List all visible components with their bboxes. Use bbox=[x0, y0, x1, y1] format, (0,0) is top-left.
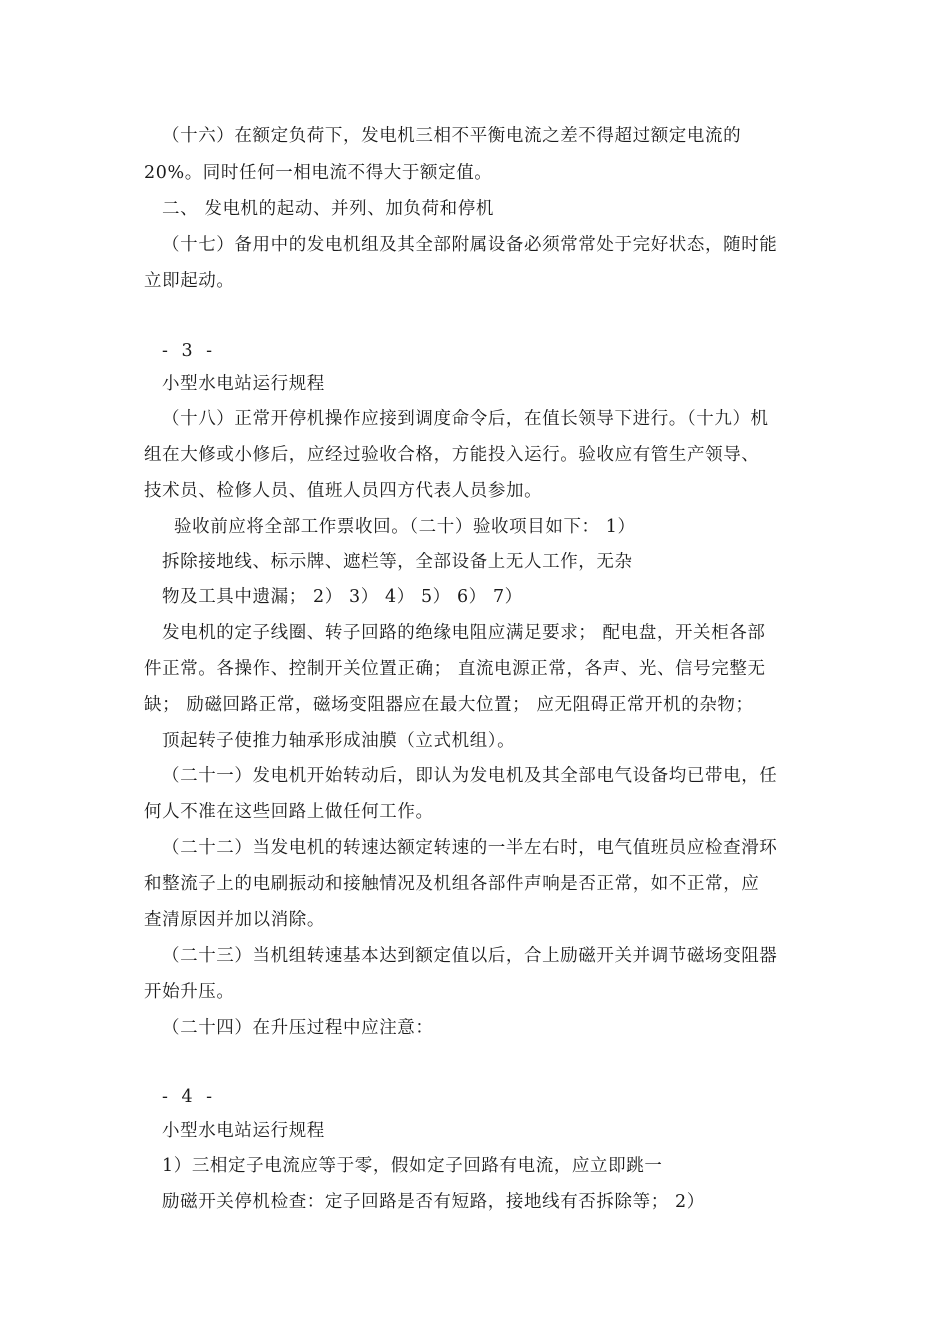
paragraph-20-item-1-line-2: 物及工具中遗漏； 2） 3） 4） 5） 6） 7） bbox=[162, 587, 523, 607]
paragraph-19-line-2: 组在大修或小修后，应经过验收合格，方能投入运行。验收应有管生产领导、 bbox=[144, 445, 760, 465]
paragraph-24-item-1-line-1: 1）三相定子电流应等于零，假如定子回路有电流，应立即跳一 bbox=[162, 1156, 663, 1176]
paragraph-18-line-1: （十八）正常开停机操作应接到调度命令后，在值长领导下进行。（十九）机 bbox=[162, 409, 769, 429]
paragraph-24-line-1: （二十四）在升压过程中应注意： bbox=[162, 1018, 434, 1038]
paragraph-20-items-line-2: 件正常。各操作、控制开关位置正确； 直流电源正常，各声、光、信号完整无 bbox=[144, 659, 766, 679]
paragraph-23-line-2: 开始升压。 bbox=[144, 982, 235, 1002]
paragraph-19-line-4: 验收前应将全部工作票收回。（二十）验收项目如下： 1） bbox=[174, 517, 636, 537]
paragraph-22-line-2: 和整流子上的电刷振动和接触情况及机组各部件声响是否正常，如不正常，应 bbox=[144, 874, 760, 894]
paragraph-21-line-1: （二十一）发电机开始转动后，即认为发电机及其全部电气设备均已带电，任 bbox=[162, 766, 778, 786]
paragraph-17-line-2: 立即起动。 bbox=[144, 271, 235, 291]
paragraph-23-line-1: （二十三）当机组转速基本达到额定值以后，合上励磁开关并调节磁场变阻器 bbox=[162, 946, 778, 966]
paragraph-17-line-1: （十七）备用中的发电机组及其全部附属设备必须常常处于完好状态，随时能 bbox=[162, 235, 778, 255]
paragraph-22-line-3: 查清原因并加以消除。 bbox=[144, 910, 325, 930]
paragraph-16-line-2: 20%。同时任何一相电流不得大于额定值。 bbox=[144, 163, 493, 183]
paragraph-20-item-1-line-1: 拆除接地线、标示牌、遮栏等，全部设备上无人工作，无杂 bbox=[162, 552, 633, 572]
paragraph-24-item-1-line-2: 励磁开关停机检查：定子回路是否有短路，接地线有否拆除等； 2） bbox=[162, 1192, 705, 1212]
section-heading-2: 二、 发电机的起动、并列、加负荷和停机 bbox=[162, 199, 494, 219]
paragraph-20-items-line-1: 发电机的定子线圈、转子回路的绝缘电阻应满足要求； 配电盘，开关柜各部 bbox=[162, 623, 766, 643]
running-header: 小型水电站运行规程 bbox=[162, 1121, 325, 1141]
paragraph-19-line-3: 技术员、检修人员、值班人员四方代表人员参加。 bbox=[144, 481, 543, 501]
paragraph-16-line-1: （十六）在额定负荷下，发电机三相不平衡电流之差不得超过额定电流的 bbox=[162, 126, 742, 146]
paragraph-21-line-2: 何人不准在这些回路上做任何工作。 bbox=[144, 802, 434, 822]
paragraph-22-line-1: （二十二）当发电机的转速达额定转速的一半左右时，电气值班员应检查滑环 bbox=[162, 838, 778, 858]
page-number-4: - 4 - bbox=[162, 1087, 217, 1107]
running-header: 小型水电站运行规程 bbox=[162, 374, 325, 394]
paragraph-20-items-line-3: 缺； 励磁回路正常，磁场变阻器应在最大位置； 应无阻碍正常开机的杂物； bbox=[144, 695, 754, 715]
page-number-3: - 3 - bbox=[162, 341, 217, 361]
paragraph-20-items-line-4: 顶起转子使推力轴承形成油膜（立式机组）。 bbox=[162, 731, 516, 751]
